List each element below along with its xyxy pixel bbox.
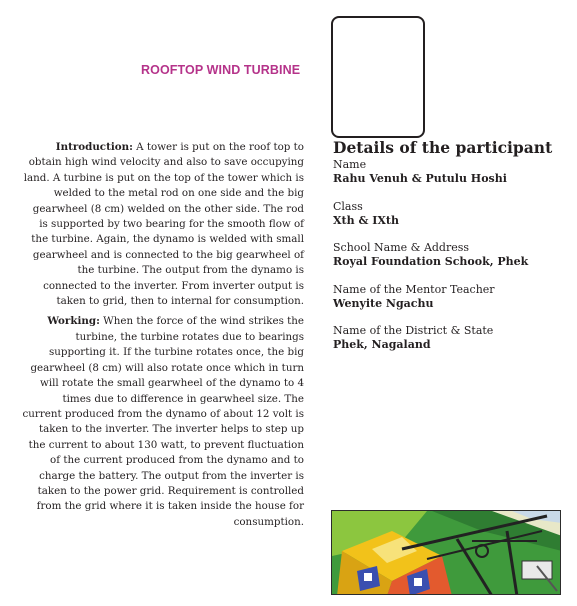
detail-label: Name of the District & State bbox=[333, 324, 494, 337]
detail-school bbox=[333, 241, 563, 269]
detail-value: Rahu Venuh & Putulu Hoshi bbox=[333, 172, 507, 185]
participant-details-heading: Details of the participant bbox=[333, 138, 553, 157]
detail-label: Name of the Mentor Teacher bbox=[333, 282, 495, 296]
detail-district bbox=[333, 324, 563, 352]
detail-value: Wenyite Ngachu bbox=[333, 296, 434, 310]
detail-label: Class bbox=[333, 199, 363, 213]
working-label: Working: bbox=[47, 315, 100, 328]
detail-name bbox=[333, 158, 563, 186]
detail-label: School Name & Address bbox=[333, 241, 470, 254]
working-paragraph bbox=[22, 314, 304, 530]
working-text: When the force of the wind strikes the turbine, the turbine rotates due to bearings supporting it. If the turbine rotates once, the big gearwheel (8 cm) will also rotate once which in turn will rotate the small gearwheel of the dynamo to 4 times due to difference in gearwheel size. The current produced from the dynamo of about 12 volt is taken to the inverter. The inverter helps to step up the current to about 130 watt, to prevent fluctuation of the current produced from the dynamo and to charge the battery. The output from the inverter is taken to the power grid. Requirement is controlled from the grid where it is taken inside the house for consumption. bbox=[22, 315, 304, 528]
introduction-text: A tower is put on the roof top to obtain high wind velocity and also to save occupying land. A turbine is put on the top of the tower which is welded to the metal rod on one side and the big gearwheel (8 cm) welded on the other side. The rod is supported by two bearing for the smooth flow of the turbine. Again, the dynamo is welded with small gearwheel and is connected to the big gearwheel of the turbine. The output from the dynamo is connected to the inverter. From inverter output is taken to grid, then to internal for consumption. bbox=[23, 141, 304, 308]
detail-class bbox=[333, 200, 563, 228]
detail-value: Xth & IXth bbox=[333, 213, 399, 227]
wind-turbine-illustration bbox=[331, 510, 561, 595]
project-title: ROOFTOP WIND TURBINE bbox=[141, 63, 301, 77]
introduction-label: Introduction: bbox=[55, 141, 133, 153]
detail-label: Name bbox=[333, 158, 367, 171]
detail-mentor bbox=[333, 283, 563, 311]
project-description bbox=[22, 140, 304, 535]
participant-photo-frame bbox=[331, 16, 425, 138]
introduction-paragraph bbox=[22, 140, 304, 309]
detail-value: Phek, Nagaland bbox=[333, 338, 431, 351]
participant-details bbox=[333, 158, 563, 366]
detail-value: Royal Foundation Schook, Phek bbox=[333, 255, 529, 268]
